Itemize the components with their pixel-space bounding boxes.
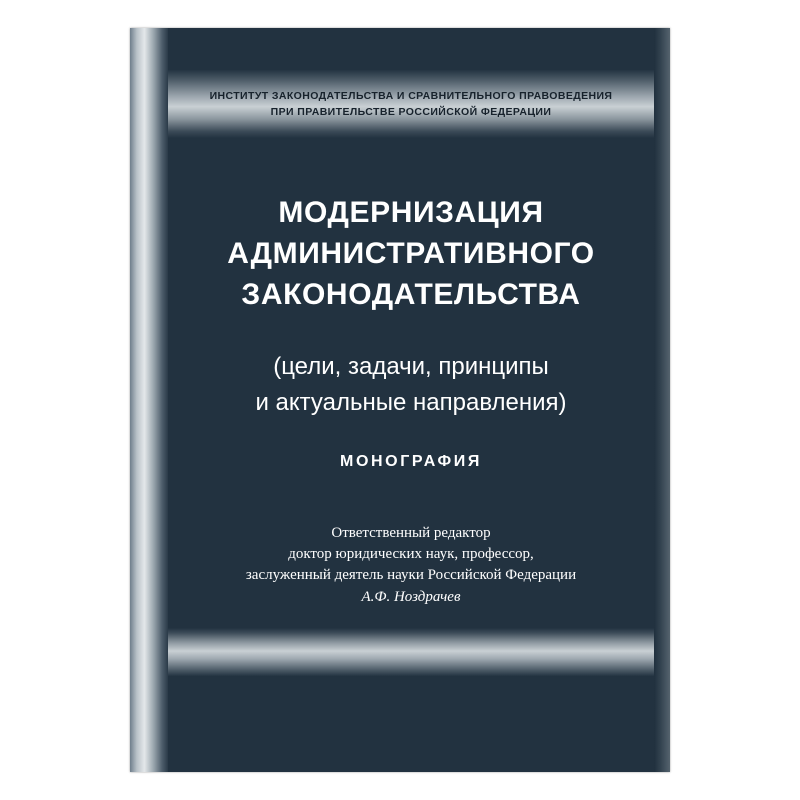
cover-content [168,138,654,628]
book-genre: МОНОГРАФИЯ [340,453,482,470]
book-title-line-3: ЗАКОНОДАТЕЛЬСТВА [241,278,581,311]
book-title [168,192,654,315]
editor-credits-line-3: заслуженный деятель науки Российской Федерации [245,567,577,583]
publisher-band [168,70,654,138]
cover-right-edge-band [654,28,670,772]
publisher-line-1: ИНСТИТУТ ЗАКОНОДАТЕЛЬСТВА И СРАВНИТЕЛЬНОГО ПРАВОВЕДЕНИЯ [209,90,613,102]
publisher-line-2: ПРИ ПРАВИТЕЛЬСТВЕ РОССИЙСКОЙ ФЕДЕРАЦИИ [270,106,552,118]
cover-left-spine-band [130,28,168,772]
editor-credits-line-2: доктор юридических наук, профессор, [288,546,534,562]
book-subtitle-line-2: и актуальные направления) [255,389,567,416]
book-title-line-2: АДМИНИСТРАТИВНОГО [227,237,595,270]
cover-footer-band [168,628,654,676]
editor-credits-line-1: Ответственный редактор [331,525,491,541]
book-title-line-1: МОДЕРНИЗАЦИЯ [278,196,544,229]
book-subtitle-line-1: (цели, задачи, принципы [273,353,549,380]
book-subtitle [168,349,654,421]
editor-name: А.Ф. Ноздрачев [361,589,461,605]
editor-credits [168,523,654,609]
book-cover [130,28,670,772]
